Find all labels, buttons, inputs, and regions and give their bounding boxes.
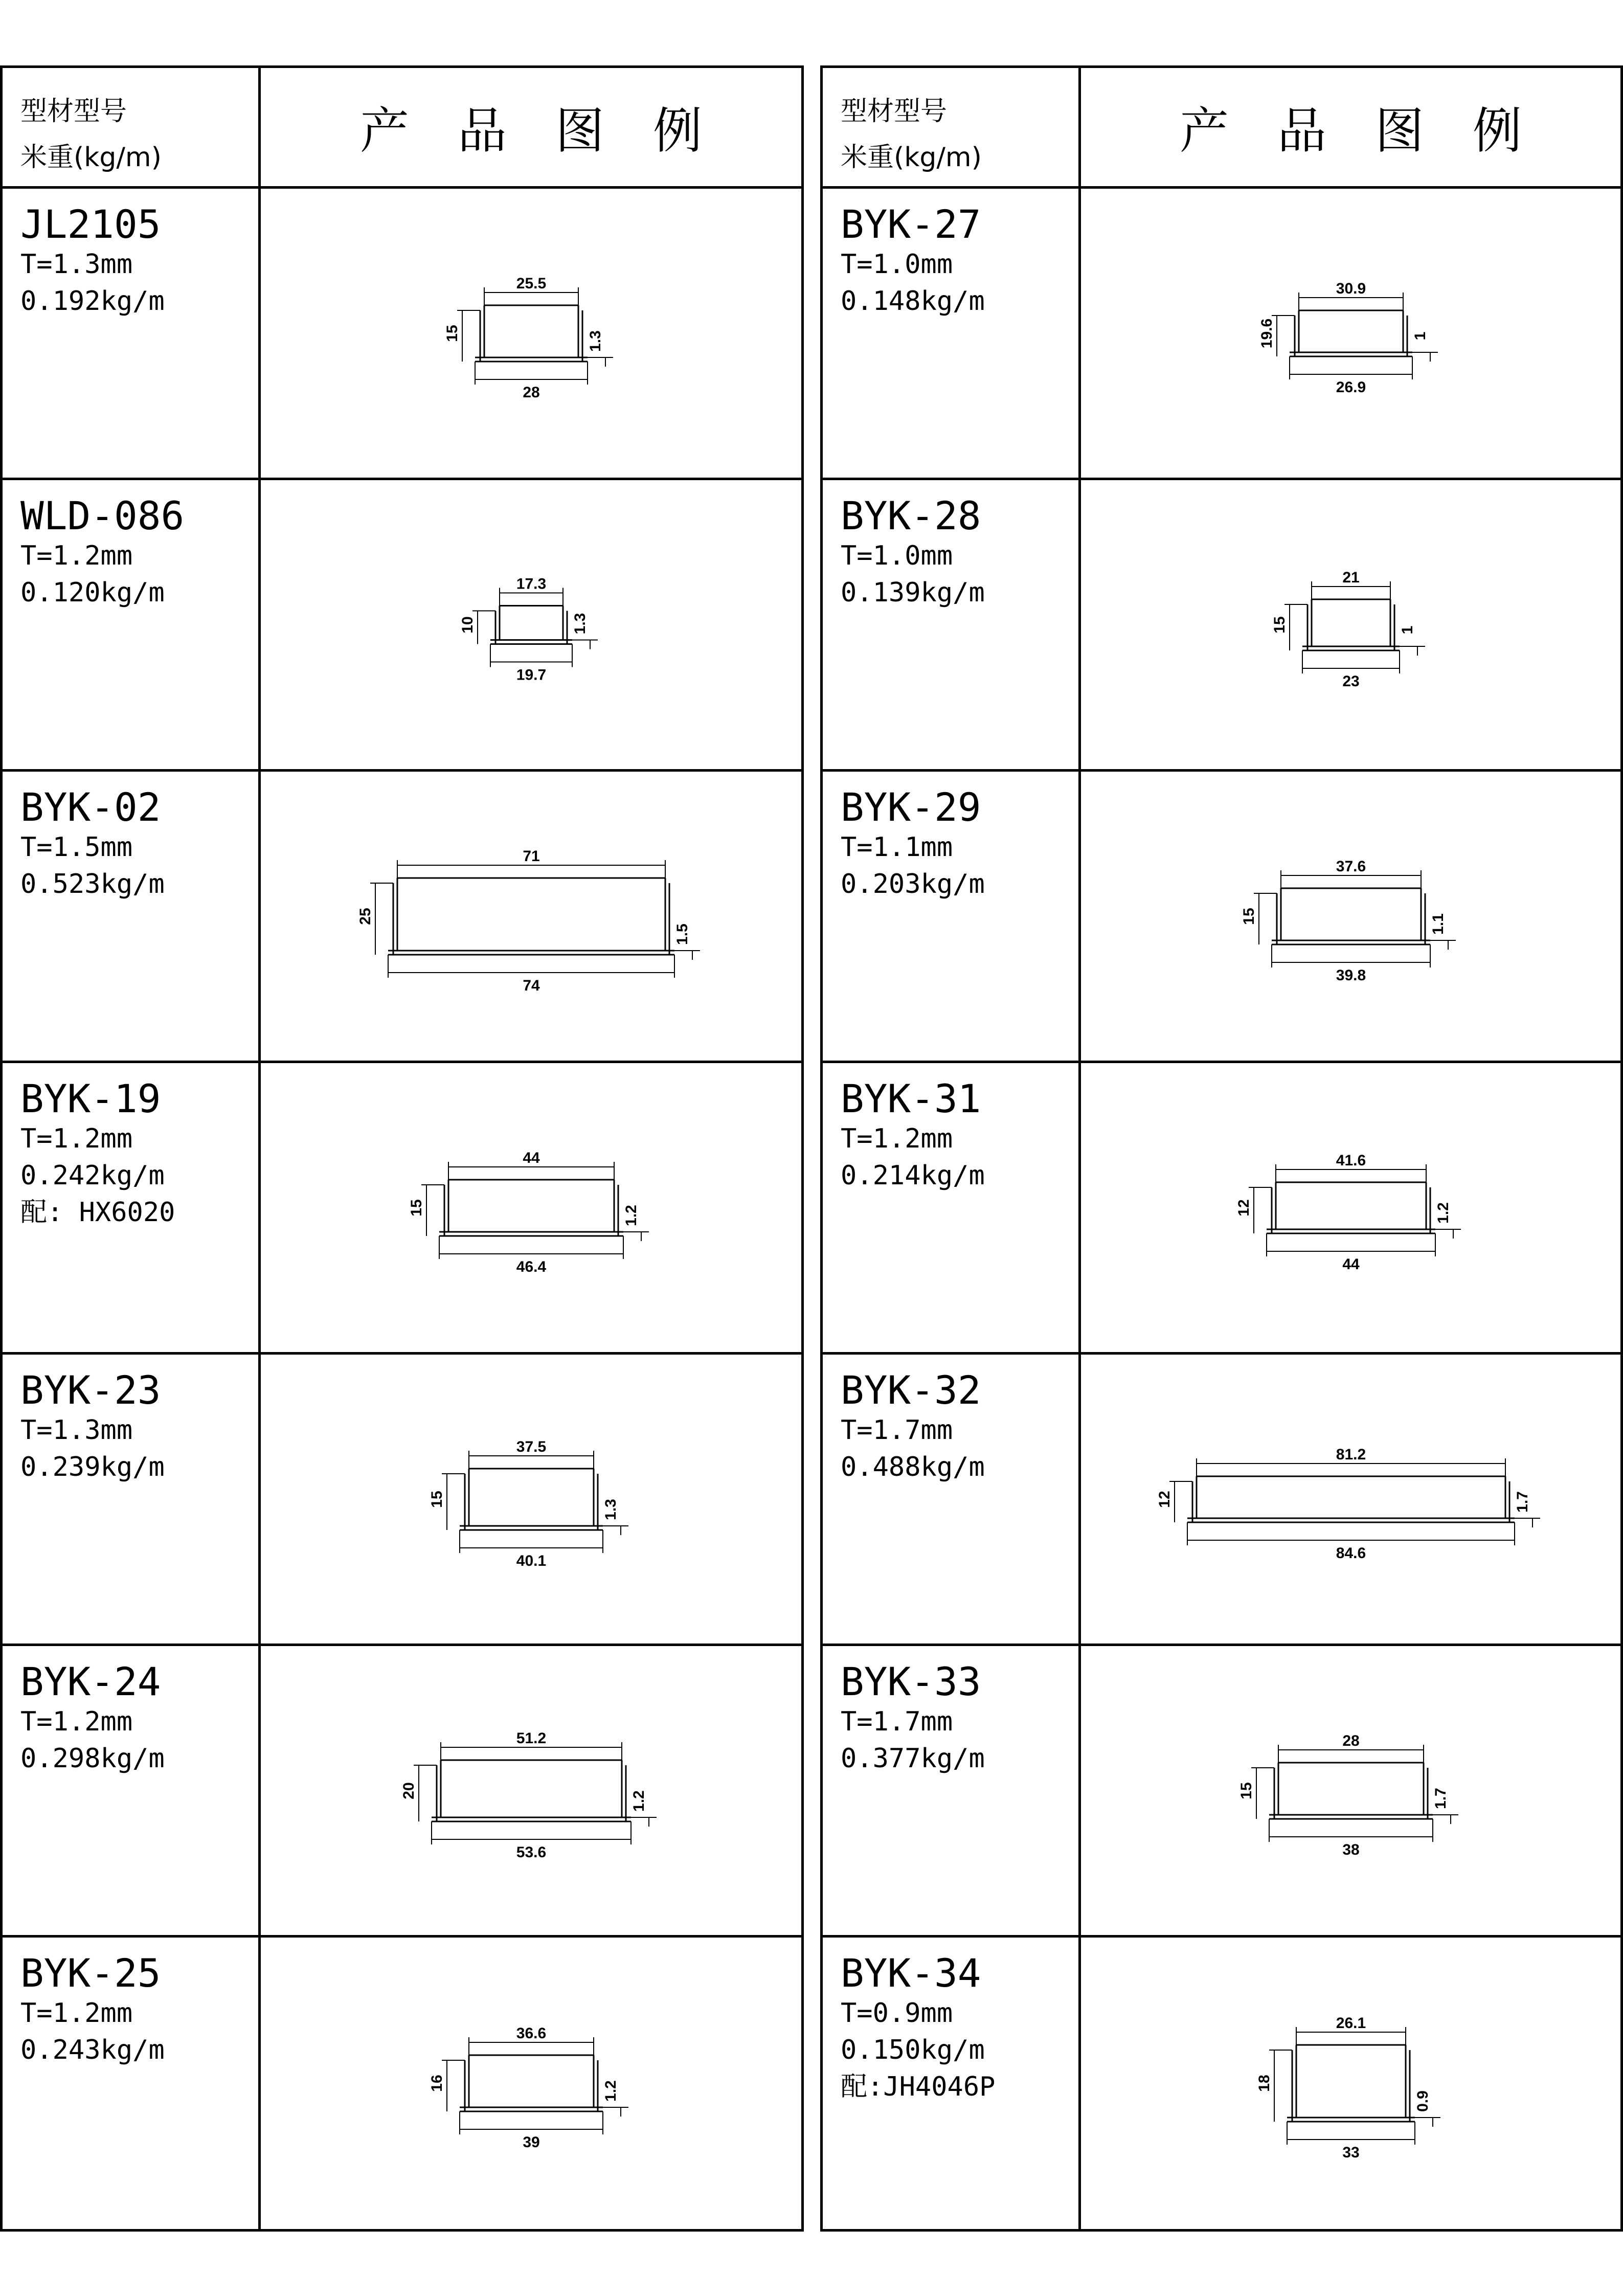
dim-label-thickness: 1.3 (571, 613, 589, 634)
profile-info-cell (3, 1063, 261, 1355)
dim-label-top: 71 (522, 847, 540, 865)
profile-outline (1272, 888, 1430, 944)
profile-extra: 配:JH4046P (841, 2072, 996, 2102)
profile-weight: 0.139kg/m (841, 577, 985, 608)
profile-info-cell (3, 189, 261, 480)
dim-label-top: 25.5 (516, 275, 546, 292)
profile-thickness: T=1.0mm (841, 249, 953, 280)
profile-info-cell (823, 1355, 1081, 1646)
profile-info-cell (823, 772, 1081, 1063)
dim-label-bottom: 39.8 (1336, 966, 1366, 984)
profile-weight: 0.214kg/m (841, 1160, 985, 1191)
header-title: 产品图例 (1081, 68, 1620, 189)
profile-thickness: T=1.2mm (20, 1706, 133, 1737)
dim-label-bottom: 28 (522, 384, 540, 401)
profile-drawing (378, 1996, 685, 2170)
profile-outline (432, 1760, 631, 1821)
header-label-line1: 型材型号 (20, 96, 127, 127)
profile-info-cell (3, 772, 261, 1063)
dim-label-height: 15 (1237, 1782, 1255, 1799)
dim-label-bottom: 26.9 (1336, 378, 1366, 396)
dim-label-top: 17.3 (516, 575, 546, 592)
dim-label-height: 12 (1156, 1490, 1173, 1508)
profile-drawing (1198, 1996, 1504, 2170)
profile-weight: 0.523kg/m (20, 869, 165, 899)
profile-outline (1302, 599, 1400, 650)
dim-label-bottom: 46.4 (516, 1258, 546, 1275)
profile-outline (1267, 1182, 1435, 1233)
profile-info-cell (823, 1063, 1081, 1355)
profile-weight: 0.243kg/m (20, 2035, 165, 2065)
profile-thickness: T=1.2mm (20, 1998, 133, 2029)
profile-code: BYK-25 (20, 1950, 161, 1996)
dim-label-height: 15 (428, 1490, 445, 1508)
dim-label-thickness: 0.9 (1414, 2090, 1431, 2112)
header-title: 产品图例 (261, 68, 801, 189)
dim-label-bottom: 38 (1342, 1841, 1360, 1858)
profile-outline (388, 878, 674, 955)
dim-label-height: 25 (356, 907, 374, 925)
dim-label-top: 51.2 (516, 1729, 546, 1747)
profile-info-cell (3, 480, 261, 772)
profile-info-cell (823, 480, 1081, 772)
dim-label-top: 41.6 (1336, 1152, 1366, 1169)
profile-thickness: T=1.3mm (20, 249, 133, 280)
dim-label-height: 16 (428, 2075, 445, 2092)
dim-label-height: 15 (408, 1199, 425, 1217)
profile-drawing (378, 1412, 685, 1586)
profile-outline (1290, 310, 1412, 356)
dim-label-height: 20 (400, 1782, 417, 1799)
dim-label-top: 37.6 (1336, 858, 1366, 875)
profile-thickness: T=1.2mm (841, 1123, 953, 1154)
profile-weight: 0.377kg/m (841, 1743, 985, 1774)
header-label-cell (823, 68, 1081, 189)
dim-label-height: 18 (1255, 2075, 1273, 2092)
profile-thickness: T=1.7mm (841, 1415, 953, 1446)
profile-drawing (1198, 538, 1504, 712)
profile-drawing-cell (1081, 1063, 1620, 1355)
header-label-line2: 米重(kg/m) (20, 142, 162, 173)
profile-outline (1287, 2045, 1415, 2122)
profile-drawing-cell (261, 480, 801, 772)
profile-drawing (378, 538, 685, 712)
profile-weight: 0.203kg/m (841, 869, 985, 899)
profile-drawing (378, 1121, 685, 1295)
profile-outline (475, 305, 588, 362)
profile-drawing (1198, 829, 1504, 1003)
profile-code: BYK-32 (841, 1367, 981, 1413)
profile-info-cell (823, 189, 1081, 480)
profile-code: BYK-27 (841, 201, 981, 247)
dim-label-bottom: 53.6 (516, 1843, 546, 1861)
dim-label-thickness: 1.5 (673, 923, 691, 945)
profile-weight: 0.192kg/m (20, 286, 165, 317)
dim-label-bottom: 23 (1342, 672, 1360, 690)
dim-label-bottom: 44 (1342, 1255, 1360, 1273)
profile-code: BYK-34 (841, 1950, 981, 1996)
dim-label-thickness: 1.2 (602, 2080, 619, 2102)
dim-label-height: 10 (459, 616, 476, 634)
profile-drawing-cell (1081, 189, 1620, 480)
profile-drawing (378, 246, 685, 420)
dim-label-thickness: 1.7 (1514, 1491, 1531, 1513)
profile-info-cell (823, 1938, 1081, 2229)
profile-drawing-cell (1081, 1938, 1620, 2229)
profile-drawing-cell (1081, 480, 1620, 772)
dim-label-height: 15 (1271, 616, 1288, 634)
catalog-table-left (0, 65, 804, 2232)
profile-drawing-cell (1081, 1355, 1620, 1646)
profile-extra: 配: HX6020 (20, 1197, 175, 1228)
dim-label-top: 37.5 (516, 1438, 546, 1455)
profile-code: BYK-31 (841, 1076, 981, 1121)
dim-label-bottom: 84.6 (1336, 1544, 1366, 1562)
profile-thickness: T=1.2mm (20, 541, 133, 571)
dim-label-bottom: 19.7 (516, 666, 546, 683)
profile-drawing-cell (261, 772, 801, 1063)
dim-label-top: 81.2 (1336, 1446, 1366, 1463)
profile-info-cell (3, 1355, 261, 1646)
dim-label-height: 19.6 (1258, 318, 1275, 348)
profile-info-cell (823, 1646, 1081, 1938)
header-label-cell (3, 68, 261, 189)
profile-drawing (378, 1704, 685, 1878)
profile-drawing (356, 829, 691, 1003)
profile-outline (439, 1180, 623, 1236)
profile-weight: 0.242kg/m (20, 1160, 165, 1191)
dim-label-thickness: 1.2 (630, 1790, 647, 1812)
profile-weight: 0.148kg/m (841, 286, 985, 317)
dim-label-top: 44 (522, 1149, 540, 1166)
dim-label-thickness: 1.3 (587, 330, 604, 352)
profile-code: WLD-086 (20, 493, 185, 538)
profile-thickness: T=0.9mm (841, 1998, 953, 2029)
dim-label-bottom: 40.1 (516, 1552, 546, 1569)
profile-weight: 0.120kg/m (20, 577, 165, 608)
profile-weight: 0.239kg/m (20, 1452, 165, 1482)
profile-thickness: T=1.1mm (841, 832, 953, 863)
profile-code: BYK-02 (20, 784, 161, 830)
profile-thickness: T=1.5mm (20, 832, 133, 863)
profile-code: BYK-28 (841, 493, 981, 538)
profile-drawing-cell (261, 189, 801, 480)
profile-thickness: T=1.2mm (20, 1123, 133, 1154)
profile-drawing-cell (1081, 1646, 1620, 1938)
dim-label-bottom: 74 (522, 977, 540, 994)
profile-drawing-cell (261, 1938, 801, 2229)
profile-thickness: T=1.7mm (841, 1706, 953, 1737)
profile-outline (490, 605, 572, 644)
profile-outline (460, 2055, 603, 2111)
profile-drawing-cell (261, 1355, 801, 1646)
profile-code: BYK-19 (20, 1076, 161, 1121)
profile-outline (460, 1469, 603, 1530)
dim-label-thickness: 1.3 (602, 1498, 619, 1520)
profile-drawing-cell (261, 1063, 801, 1355)
dim-label-bottom: 39 (522, 2134, 540, 2151)
dim-label-height: 15 (443, 324, 461, 342)
dim-label-thickness: 1 (1411, 331, 1429, 340)
profile-drawing-cell (1081, 772, 1620, 1063)
profile-thickness: T=1.0mm (841, 541, 953, 571)
dim-label-top: 26.1 (1336, 2015, 1366, 2032)
dim-label-top: 36.6 (516, 2025, 546, 2042)
profile-weight: 0.488kg/m (841, 1452, 985, 1482)
profile-outline (1187, 1476, 1515, 1522)
profile-code: BYK-29 (841, 784, 981, 830)
dim-label-top: 30.9 (1336, 280, 1366, 297)
profile-drawing (1198, 1121, 1504, 1295)
profile-drawing-cell (261, 1646, 801, 1938)
dim-label-height: 15 (1240, 907, 1257, 925)
profile-drawing (1198, 1704, 1504, 1878)
dim-label-thickness: 1 (1399, 625, 1416, 634)
profile-weight: 0.150kg/m (841, 2035, 985, 2065)
profile-weight: 0.298kg/m (20, 1743, 165, 1774)
catalog-table-right (820, 65, 1623, 2232)
dim-label-thickness: 1.1 (1429, 913, 1447, 935)
profile-info-cell (3, 1646, 261, 1938)
dim-label-bottom: 33 (1342, 2144, 1360, 2161)
dim-label-top: 21 (1342, 569, 1360, 586)
profile-code: BYK-24 (20, 1659, 161, 1704)
profile-code: BYK-23 (20, 1367, 161, 1413)
profile-drawing (1156, 1412, 1531, 1586)
header-label-line1: 型材型号 (841, 96, 948, 127)
profile-drawing (1198, 246, 1504, 420)
dim-label-thickness: 1.2 (622, 1204, 640, 1226)
dim-label-thickness: 1.7 (1432, 1787, 1449, 1809)
profile-code: BYK-33 (841, 1659, 981, 1704)
profile-thickness: T=1.3mm (20, 1415, 133, 1446)
profile-outline (1269, 1763, 1433, 1819)
dim-label-thickness: 1.2 (1434, 1202, 1452, 1224)
header-label-line2: 米重(kg/m) (841, 142, 982, 173)
profile-code: JL2105 (20, 201, 161, 247)
dim-label-height: 12 (1235, 1199, 1252, 1217)
dim-label-top: 28 (1342, 1732, 1360, 1749)
profile-info-cell (3, 1938, 261, 2229)
